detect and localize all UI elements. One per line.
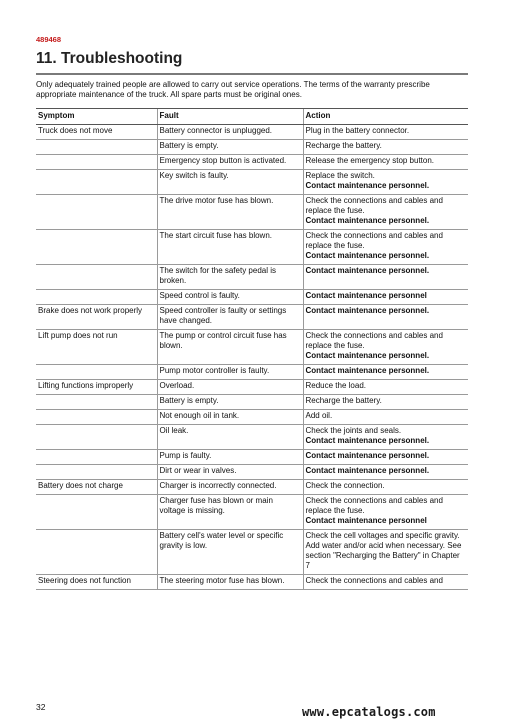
header-symptom: Symptom	[36, 109, 157, 125]
symptom-cell	[36, 395, 157, 410]
fault-cell: The drive motor fuse has blown.	[157, 195, 303, 230]
table-row	[36, 305, 468, 330]
action-text-line: Check the connections and cables and	[305, 576, 443, 585]
action-cell	[303, 450, 468, 465]
symptom-cell	[36, 155, 157, 170]
table-row	[36, 230, 468, 265]
symptom-cell: Steering does not function	[36, 575, 157, 590]
table-row	[36, 290, 468, 305]
document-number: 489468	[36, 35, 62, 44]
symptom-cell: Truck does not move	[36, 125, 157, 140]
troubleshooting-table	[36, 108, 468, 590]
table-row	[36, 140, 468, 155]
fault-cell: Battery cell's water level or specific gravity is low.	[157, 530, 303, 575]
action-text-line: Check the connection.	[305, 481, 385, 490]
action-text-line: Release the emergency stop button.	[305, 156, 435, 165]
action-cell	[303, 410, 468, 425]
action-contact-line: Contact maintenance personnel.	[305, 436, 430, 445]
symptom-cell: Brake does not work properly	[36, 305, 157, 330]
fault-cell: The start circuit fuse has blown.	[157, 230, 303, 265]
symptom-cell	[36, 530, 157, 575]
action-cell	[303, 290, 468, 305]
symptom-cell	[36, 140, 157, 155]
table-row	[36, 125, 468, 140]
action-text-line: Check the connections and cables and replace the fuse.	[305, 331, 443, 350]
table-row	[36, 575, 468, 590]
symptom-cell	[36, 195, 157, 230]
action-cell	[303, 195, 468, 230]
action-cell	[303, 265, 468, 290]
action-contact-line: Contact maintenance personnel.	[305, 266, 430, 275]
action-cell	[303, 125, 468, 140]
symptom-cell	[36, 495, 157, 530]
action-cell	[303, 170, 468, 195]
action-cell	[303, 230, 468, 265]
table-row	[36, 465, 468, 480]
fault-cell: Pump is faulty.	[157, 450, 303, 465]
symptom-cell: Lifting functions improperly	[36, 380, 157, 395]
watermark: www.epcatalogs.com	[302, 705, 436, 719]
table-row	[36, 395, 468, 410]
title-divider	[36, 73, 468, 75]
fault-cell: Overload.	[157, 380, 303, 395]
table-header-row	[36, 109, 468, 125]
table-row	[36, 530, 468, 575]
action-cell	[303, 465, 468, 480]
action-text-line: Check the connections and cables and replace the fuse.	[305, 196, 443, 215]
action-cell	[303, 495, 468, 530]
action-contact-line: Contact maintenance personnel.	[305, 366, 430, 375]
symptom-cell	[36, 465, 157, 480]
table-row	[36, 265, 468, 290]
fault-cell: The steering motor fuse has blown.	[157, 575, 303, 590]
action-text-line: Plug in the battery connector.	[305, 126, 410, 135]
fault-cell: Charger fuse has blown or main voltage is missing.	[157, 495, 303, 530]
symptom-cell	[36, 410, 157, 425]
table-body	[36, 125, 468, 590]
symptom-cell	[36, 230, 157, 265]
action-text-line: Check the connections and cables and replace the fuse.	[305, 231, 443, 250]
symptom-cell	[36, 450, 157, 465]
fault-cell: Pump motor controller is faulty.	[157, 365, 303, 380]
action-cell	[303, 155, 468, 170]
action-text-line: Check the joints and seals.	[305, 426, 402, 435]
fault-cell: The switch for the safety pedal is broken.	[157, 265, 303, 290]
fault-cell: Battery connector is unplugged.	[157, 125, 303, 140]
table-row	[36, 195, 468, 230]
action-cell	[303, 305, 468, 330]
fault-cell: Key switch is faulty.	[157, 170, 303, 195]
table-row	[36, 410, 468, 425]
action-cell	[303, 480, 468, 495]
action-cell	[303, 575, 468, 590]
action-text-line: Check the cell voltages and specific gravity. Add water and/or acid when necessary. See section "Recharging the Battery" in Chapter 7	[305, 531, 462, 570]
action-text-line: Check the connections and cables and replace the fuse.	[305, 496, 443, 515]
symptom-cell	[36, 170, 157, 195]
action-cell	[303, 330, 468, 365]
action-cell	[303, 425, 468, 450]
action-cell	[303, 365, 468, 380]
intro-paragraph: Only adequately trained people are allowed to carry out service operations. The terms of the warranty prescribe appropriate maintenance of the truck. All spare parts must be original ones.	[36, 80, 430, 99]
action-text-line: Reduce the load.	[305, 381, 366, 390]
table-row	[36, 155, 468, 170]
fault-cell: Speed control is faulty.	[157, 290, 303, 305]
action-contact-line: Contact maintenance personnel.	[305, 351, 430, 360]
fault-cell: Oil leak.	[157, 425, 303, 450]
action-contact-line: Contact maintenance personnel.	[305, 181, 430, 190]
page-title: 11. Troubleshooting	[36, 50, 183, 67]
fault-cell: Emergency stop button is activated.	[157, 155, 303, 170]
table-row	[36, 330, 468, 365]
action-contact-line: Contact maintenance personnel.	[305, 216, 430, 225]
fault-cell: Speed controller is faulty or settings have changed.	[157, 305, 303, 330]
action-cell	[303, 395, 468, 410]
header-action: Action	[303, 109, 468, 125]
action-cell	[303, 380, 468, 395]
symptom-cell	[36, 425, 157, 450]
action-contact-line: Contact maintenance personnel.	[305, 306, 430, 315]
page-number: 32	[36, 702, 46, 712]
header-fault: Fault	[157, 109, 303, 125]
table-row	[36, 170, 468, 195]
fault-cell: The pump or control circuit fuse has blown.	[157, 330, 303, 365]
fault-cell: Charger is incorrectly connected.	[157, 480, 303, 495]
action-contact-line: Contact maintenance personnel.	[305, 251, 430, 260]
symptom-cell	[36, 265, 157, 290]
action-cell	[303, 530, 468, 575]
table-row	[36, 365, 468, 380]
action-text-line: Recharge the battery.	[305, 396, 382, 405]
table-row	[36, 425, 468, 450]
fault-cell: Battery is empty.	[157, 140, 303, 155]
action-cell	[303, 140, 468, 155]
action-contact-line: Contact maintenance personnel.	[305, 466, 430, 475]
table-row	[36, 495, 468, 530]
symptom-cell: Battery does not charge	[36, 480, 157, 495]
fault-cell: Battery is empty.	[157, 395, 303, 410]
action-text-line: Add oil.	[305, 411, 333, 420]
symptom-cell	[36, 290, 157, 305]
action-contact-line: Contact maintenance personnel	[305, 516, 427, 525]
action-text-line: Recharge the battery.	[305, 141, 382, 150]
action-text-line: Replace the switch.	[305, 171, 375, 180]
fault-cell: Not enough oil in tank.	[157, 410, 303, 425]
action-contact-line: Contact maintenance personnel	[305, 291, 427, 300]
action-contact-line: Contact maintenance personnel.	[305, 451, 430, 460]
table-row	[36, 380, 468, 395]
symptom-cell: Lift pump does not run	[36, 330, 157, 365]
symptom-cell	[36, 365, 157, 380]
table-row	[36, 450, 468, 465]
table-row	[36, 480, 468, 495]
fault-cell: Dirt or wear in valves.	[157, 465, 303, 480]
